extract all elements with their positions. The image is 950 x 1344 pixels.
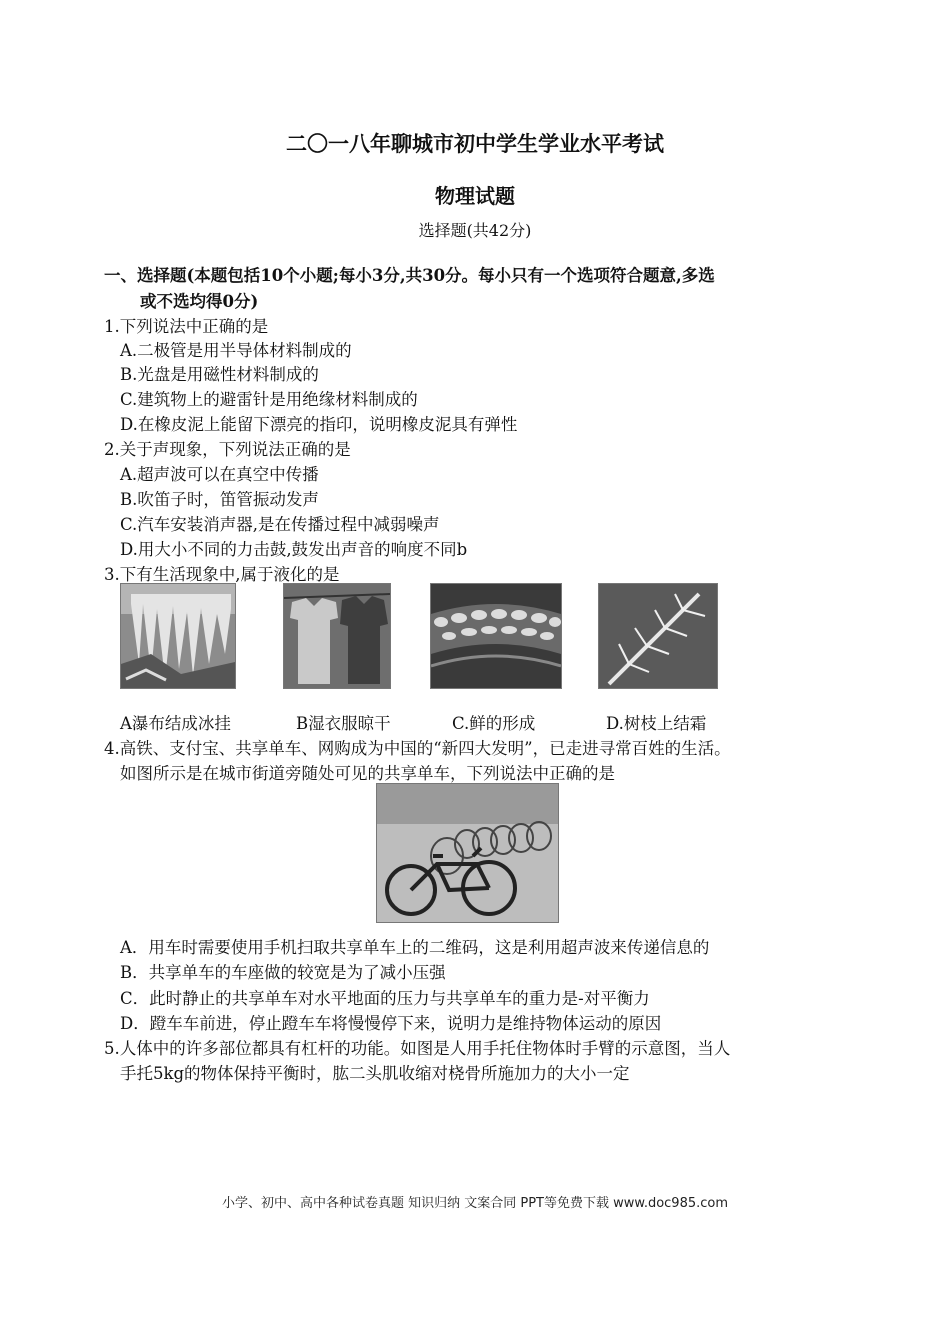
q3-caption-c: C.鲜的形成 (452, 714, 536, 733)
q2-option-b: B.吹笛子时，笛管振动发声 (120, 490, 319, 509)
section-heading: 一、选择题(本题包括10个小题;每小3分,共30分。每小只有一个选项符合题意,多选 (104, 266, 715, 285)
shared-bikes-photo (376, 783, 559, 923)
q2-option-d: D.用大小不同的力击鼓,鼓发出声音的响度不同b (120, 540, 468, 559)
q1-option-c: C.建筑物上的避雷针是用绝缘材料制成的 (120, 390, 418, 409)
frozen-waterfall-photo (120, 583, 236, 689)
question-4-stem-cont: 如图所示是在城市街道旁随处可见的共享单车，下列说法中正确的是 (120, 764, 615, 783)
part-label: 选择题(共42分) (418, 221, 532, 240)
question-3-stem: 3.下有生活现象中,属于液化的是 (104, 565, 340, 584)
page-footer: 小学、初中、高中各种试卷真题 知识归纳 文案合同 PPT等免费下载 www.doc985.com (221, 1196, 729, 1211)
q1-option-b: B.光盘是用磁性材料制成的 (120, 365, 319, 384)
q2-option-c: C.汽车安装消声器,是在传播过程中减弱噪声 (120, 515, 440, 534)
frost-branch-photo (598, 583, 718, 689)
q3-caption-d: D.树枝上结霜 (606, 714, 707, 733)
q4-option-d: D．蹬车车前进，停止蹬车车将慢慢停下来，说明力是维持物体运动的原因 (120, 1014, 662, 1033)
q2-option-a: A.超声波可以在真空中传播 (120, 465, 319, 484)
q4-option-b: B．共享单车的车座做的较宽是为了减小压强 (120, 963, 446, 982)
exam-subtitle: 物理试题 (435, 184, 515, 208)
question-4-stem: 4.高铁、支付宝、共享单车、网购成为中国的“新四大发明”，已走进寻常百姓的生活。 (104, 739, 731, 758)
question-5-stem-cont: 手托5kg的物体保持平衡时，肱二头肌收缩对桡骨所施加力的大小一定 (120, 1064, 630, 1083)
q3-caption-b: B湿衣服晾干 (296, 714, 391, 733)
section-heading-cont: 或不选均得0分) (140, 292, 259, 311)
question-1-stem: 1.下列说法中正确的是 (104, 317, 269, 336)
exam-title: 二〇一八年聊城市初中学生学业水平考试 (286, 131, 664, 156)
q4-option-a: A．用车时需要使用手机扫取共享单车上的二维码，这是利用超声波来传递信息的 (120, 938, 710, 957)
question-2-stem: 2.关于声现象，下列说法正确的是 (104, 440, 351, 459)
wet-clothes-photo (283, 583, 391, 689)
q3-caption-a: A瀑布结成冰挂 (120, 714, 231, 733)
q1-option-d: D.在橡皮泥上能留下漂亮的指印，说明橡皮泥具有弹性 (120, 415, 518, 434)
q1-option-a: A.二极管是用半导体材料制成的 (120, 341, 352, 360)
dew-drops-photo (430, 583, 562, 689)
q4-option-c: C．此时静止的共享单车对水平地面的压力与共享单车的重力是-对平衡力 (120, 989, 650, 1008)
question-5-stem: 5.人体中的许多部位都具有杠杆的功能。如图是人用手托住物体时手臂的示意图，当人 (104, 1039, 731, 1058)
